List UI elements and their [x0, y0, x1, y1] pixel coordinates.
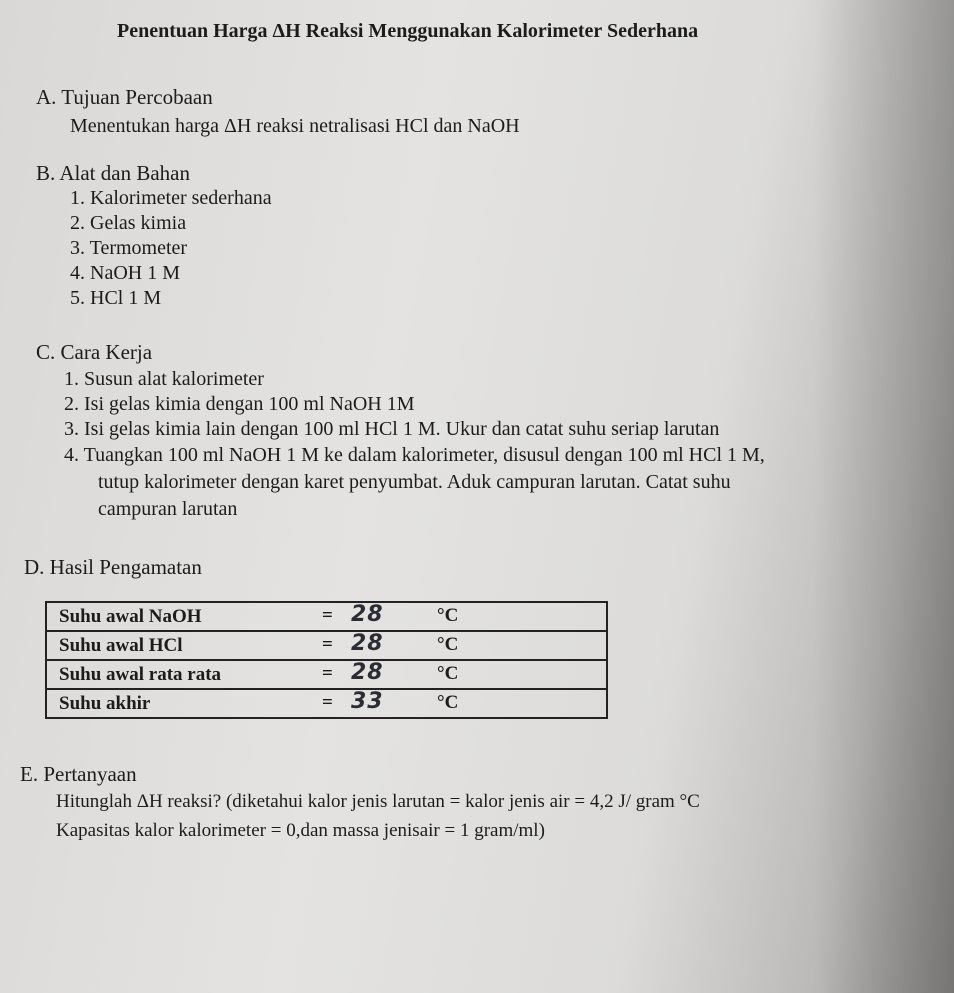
row-value-cell	[307, 660, 607, 689]
list-item: 2. Gelas kimia	[70, 212, 187, 234]
equals-sign: =	[322, 663, 333, 684]
equals-sign: =	[322, 692, 333, 713]
equals-sign: =	[322, 605, 333, 626]
page-shadow	[814, 0, 954, 993]
table-row	[46, 602, 607, 631]
section-e-heading: E. Pertanyaan	[20, 762, 137, 786]
row-label: Suhu awal rata rata	[46, 660, 307, 689]
handwritten-value: 28	[351, 631, 384, 656]
unit-label: °C	[437, 634, 459, 655]
list-item: 1. Kalorimeter sederhana	[70, 187, 272, 209]
handwritten-value: 28	[351, 602, 384, 627]
list-item: 1. Susun alat kalorimeter	[64, 368, 264, 390]
unit-label: °C	[437, 605, 459, 626]
list-item: 3. Isi gelas kimia lain dengan 100 ml HCl 1 M. Ukur dan catat suhu seriap larutan	[64, 418, 720, 440]
table-row	[46, 631, 607, 660]
question-line-1: Hitunglah ΔH reaksi? (diketahui kalor jenis larutan = kalor jenis air = 4,2 J/ gram °C	[56, 791, 700, 812]
document-title: Penentuan Harga ΔH Reaksi Menggunakan Kalorimeter Sederhana	[117, 20, 699, 42]
list-item: 3. Termometer	[70, 237, 188, 259]
section-d-heading: D. Hasil Pengamatan	[24, 555, 202, 579]
handwritten-value: 28	[351, 660, 384, 685]
row-value-cell	[307, 689, 607, 718]
observation-table	[45, 601, 608, 719]
unit-label: °C	[437, 692, 459, 713]
row-label: Suhu akhir	[46, 689, 307, 718]
table-row	[46, 689, 607, 718]
row-value-cell	[307, 602, 607, 631]
equals-sign: =	[322, 634, 333, 655]
list-item: 5. HCl 1 M	[70, 287, 162, 309]
list-item-continuation: campuran larutan	[98, 498, 238, 520]
list-item-continuation: tutup kalorimeter dengan karet penyumbat. Aduk campuran larutan. Catat suhu	[98, 471, 731, 493]
section-a-heading: A. Tujuan Percobaan	[36, 85, 213, 109]
unit-label: °C	[437, 663, 459, 684]
list-item: 2. Isi gelas kimia dengan 100 ml NaOH 1M	[64, 393, 415, 415]
table-row	[46, 660, 607, 689]
row-label: Suhu awal HCl	[46, 631, 307, 660]
section-b-heading: B. Alat dan Bahan	[36, 161, 190, 185]
list-item: 4. NaOH 1 M	[70, 262, 180, 284]
row-label: Suhu awal NaOH	[46, 602, 307, 631]
question-line-2: Kapasitas kalor kalorimeter = 0,dan massa jenisair = 1 gram/ml)	[56, 820, 545, 841]
row-value-cell	[307, 631, 607, 660]
section-a-text: Menentukan harga ΔH reaksi netralisasi HCl dan NaOH	[70, 115, 520, 137]
section-c-heading: C. Cara Kerja	[36, 340, 153, 364]
handwritten-value: 33	[351, 689, 384, 714]
list-item: 4. Tuangkan 100 ml NaOH 1 M ke dalam kalorimeter, disusul dengan 100 ml HCl 1 M,	[64, 444, 765, 466]
